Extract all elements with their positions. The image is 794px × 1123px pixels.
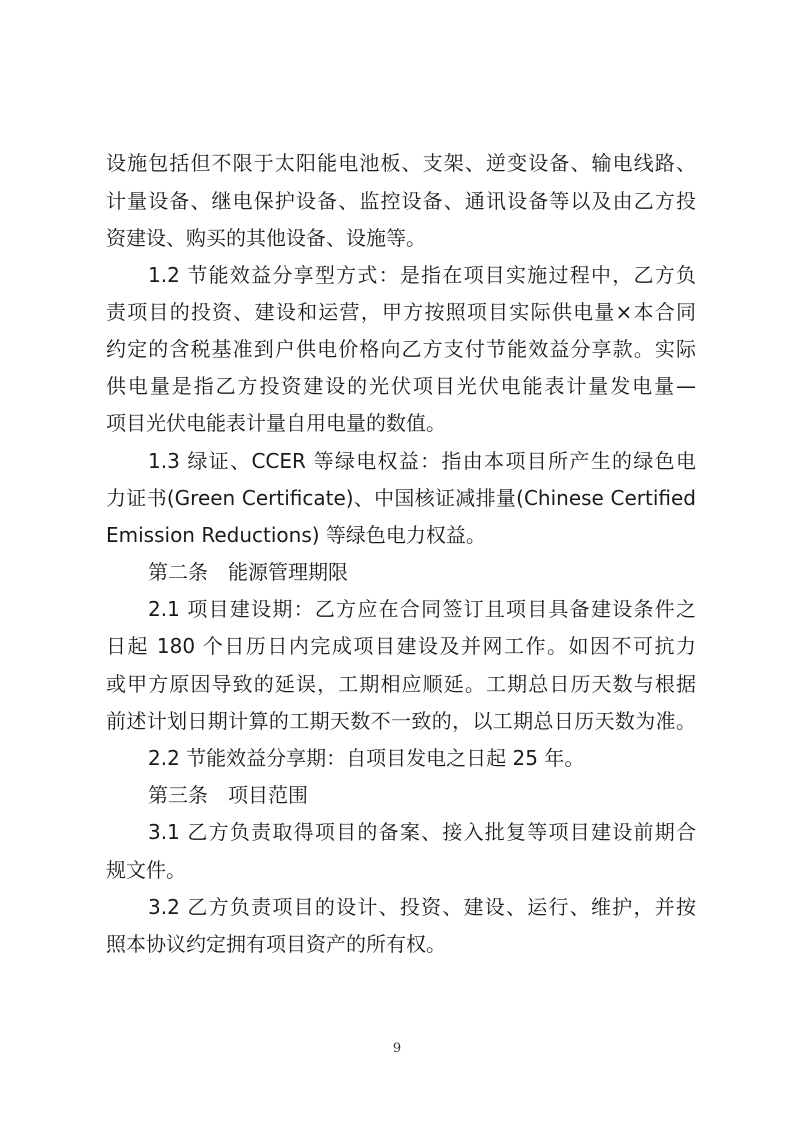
body-text-line: 力证书(Green Certificate)、中国核证减排量(Chinese Certified	[106, 486, 696, 510]
body-text-line: 日起 180 个日历日内完成项目建设及并网工作。如因不可抗力	[106, 634, 696, 658]
article-2-heading: 第二条 能源管理期限	[148, 560, 348, 584]
page-number: 9	[392, 1041, 402, 1056]
body-text-line: 责项目的投资、建设和运营，甲方按照项目实际供电量×本合同	[106, 300, 696, 324]
body-text-line: 项目光伏电能表计量自用电量的数值。	[106, 411, 446, 435]
body-text-line: 约定的含税基准到户供电价格向乙方支付节能效益分享款。实际	[106, 337, 696, 361]
clause-2-2-line: 2.2 节能效益分享期：自项目发电之日起 25 年。	[148, 746, 585, 770]
body-text-line: 或甲方原因导致的延误，工期相应顺延。工期总日历天数与根据	[106, 672, 696, 696]
body-text-line: 前述计划日期计算的工期天数不一致的，以工期总日历天数为准。	[106, 709, 696, 733]
clause-1-3-line: 1.3 绿证、CCER 等绿电权益：指由本项目所产生的绿色电	[148, 449, 696, 473]
article-3-heading: 第三条 项目范围	[148, 783, 308, 807]
body-text-line: 资建设、购买的其他设备、设施等。	[106, 226, 426, 250]
body-text-line: Emission Reductions) 等绿色电力权益。	[106, 523, 486, 547]
clause-1-2-line: 1.2 节能效益分享型方式：是指在项目实施过程中，乙方负	[148, 263, 696, 287]
body-text-line: 照本协议约定拥有项目资产的所有权。	[106, 932, 446, 956]
body-text-line: 规文件。	[106, 858, 186, 882]
body-text-line: 供电量是指乙方投资建设的光伏项目光伏电能表计量发电量—	[106, 374, 696, 398]
body-text-line: 计量设备、继电保护设备、监控设备、通讯设备等以及由乙方投	[106, 189, 696, 213]
clause-2-1-line: 2.1 项目建设期：乙方应在合同签订且项目具备建设条件之	[148, 597, 696, 621]
clause-3-1-line: 3.1 乙方负责取得项目的备案、接入批复等项目建设前期合	[148, 820, 696, 844]
body-text-line: 设施包括但不限于太阳能电池板、支架、逆变设备、输电线路、	[106, 151, 696, 175]
clause-3-2-line: 3.2 乙方负责项目的设计、投资、建设、运行、维护，并按	[148, 895, 696, 919]
